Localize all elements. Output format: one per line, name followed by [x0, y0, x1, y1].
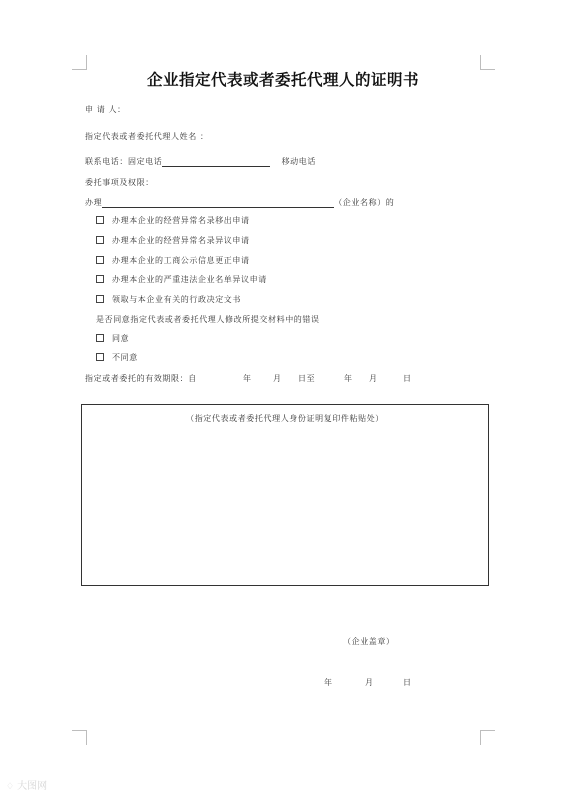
mobile-label: 移动电话	[281, 157, 316, 166]
handle-prefix: 办理	[85, 198, 103, 207]
watermark-logo-icon: ♢	[6, 782, 15, 792]
option-row[interactable]	[96, 294, 241, 305]
option-label: 领取与本企业有关的行政决定文书	[112, 295, 241, 304]
date-day: 日	[403, 678, 412, 687]
validity-month-2: 月	[369, 374, 378, 383]
date-year: 年	[324, 678, 333, 687]
id-copy-paste-label: （指定代表或者委托代理人身份证明复印件粘贴处）	[186, 414, 384, 423]
checkbox[interactable]	[96, 256, 104, 264]
applicant-label: 申 请 人：	[85, 105, 126, 114]
consent-option-label: 同意	[112, 334, 130, 343]
consent-question: 是否同意指定代表或者委托代理人修改所提交材料中的错误	[96, 315, 320, 324]
option-row[interactable]	[96, 215, 250, 226]
checkbox[interactable]	[96, 353, 104, 361]
representative-name-label: 指定代表或者委托代理人姓名 ：	[85, 132, 209, 141]
option-label: 办理本企业的工商公示信息更正申请	[112, 256, 250, 265]
consent-option-agree[interactable]	[96, 333, 129, 344]
authority-label: 委托事项及权限：	[85, 178, 154, 187]
validity-year-2: 年	[344, 374, 353, 383]
company-seal-label: （企业盖章）	[343, 637, 395, 646]
phone-label: 联系电话：固定电话	[85, 157, 163, 166]
company-name-blank[interactable]	[102, 199, 334, 208]
crop-mark-bottom-right	[480, 730, 495, 745]
option-row[interactable]	[96, 274, 267, 285]
checkbox[interactable]	[96, 236, 104, 244]
consent-option-disagree[interactable]	[96, 352, 138, 363]
option-row[interactable]	[96, 235, 250, 246]
watermark-text: 大图网	[17, 781, 48, 792]
handle-line	[85, 197, 394, 208]
crop-mark-bottom-left	[72, 730, 87, 745]
option-row[interactable]	[96, 255, 250, 266]
date-month: 月	[365, 678, 374, 687]
option-label: 办理本企业的经营异常名录移出申请	[112, 216, 250, 225]
document-title: 企业指定代表或者委托代理人的证明书	[146, 70, 419, 89]
landline-blank[interactable]	[162, 158, 270, 167]
phone-line	[85, 156, 316, 167]
checkbox[interactable]	[96, 275, 104, 283]
id-copy-paste-area	[81, 404, 489, 586]
validity-year-1: 年	[243, 374, 252, 383]
validity-day-1: 日至	[298, 374, 316, 383]
option-label: 办理本企业的经营异常名录异议申请	[112, 236, 250, 245]
checkbox[interactable]	[96, 216, 104, 224]
checkbox[interactable]	[96, 295, 104, 303]
checkbox[interactable]	[96, 334, 104, 342]
option-label: 办理本企业的严重违法企业名单异议申请	[112, 275, 267, 284]
consent-option-label: 不同意	[112, 353, 138, 362]
watermark	[6, 777, 47, 792]
validity-month-1: 月	[273, 374, 282, 383]
handle-suffix: （企业名称）的	[334, 198, 395, 207]
validity-day-2: 日	[403, 374, 412, 383]
validity-label: 指定或者委托的有效期限：自	[85, 374, 197, 383]
